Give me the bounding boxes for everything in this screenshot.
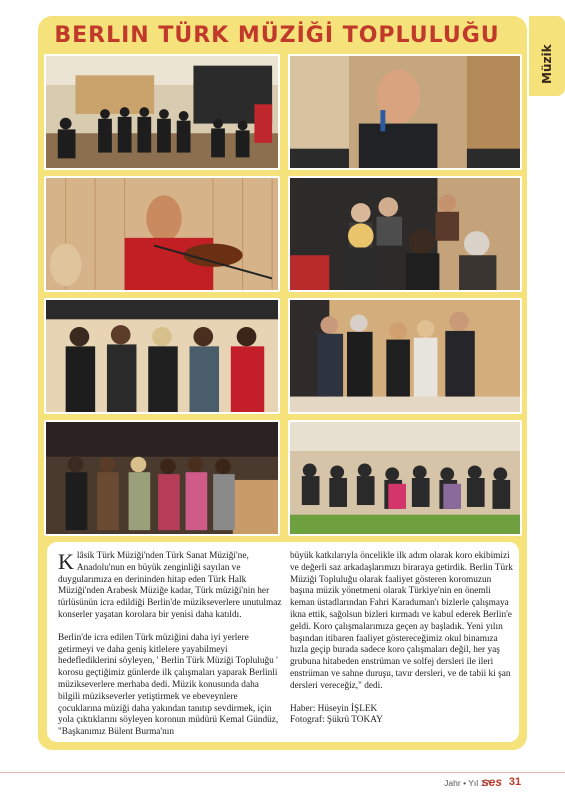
article-column-left	[58, 551, 282, 750]
footer-issue-info: Jahr • Yıl 17	[444, 778, 490, 788]
credit-photographer: Fotograf: Şükrü TOKAY	[290, 715, 383, 726]
page-number: 31	[508, 776, 522, 788]
photo-audience-seated	[288, 420, 522, 536]
footer-divider	[0, 772, 565, 773]
drop-cap: K	[58, 549, 74, 574]
article-title: BERLIN TÜRK MÜZİĞİ TOPLULUĞU	[54, 23, 500, 48]
article-paragraph-1	[58, 551, 282, 622]
article-credits	[290, 704, 514, 728]
article-paragraph-2: Berlin'de icra edilen Türk müziğini daha iyi yerlere getirmeyi ve daha geniş kitlelere yayabilmeyi hedeflediklerini söyleyen, ' Berlin Türk Müziği Topluluğu ' korosu geçtiğimiz günlerde ilk çalışmaları yaparak Berlinli müzikseverlere merhaba dedi. Müzik konusunda daha bilgili müzikseverler yetiştirmek ve ebeveynlere çocuklarına müziği daha yakından tanıtıp sevdirmek, için yola çıktıklarını söyleyen koronun müdürü Kemal Gündüz, "Başkanımız Bülent Burma'nın	[58, 632, 279, 738]
photo-speaker-microphone	[288, 54, 522, 170]
magazine-logo: ses	[482, 775, 503, 789]
article-paragraph-3: büyük katkılarıyla öncelikle ilk adım olarak koro ekibimizi ve değerli saz arkadaşlarımızı biraraya getirdik. Berlin Türk Müziği Topluluğu olarak faaliyet gösteren koromuzun başına müzik yönetmeni olarak Türkiye'nin en önemli keman üstadlarından Fahri Karaduman'ı bizlerle çalışmaya ikna ettik, sağolsun bizleri kırmadı ve kabul ederek Berlin'e geldi. Koro çalışmalarımıza geçen ay başladık. Yeni yılın başından itibaren faaliyet göstereceğimiz okul binamıza hızla geçip burada sadece koro çalışmaları değil, her yaş grubuna hitabeden enstrüman ve solfej dersleri ile ileri enstrüman ve sahne duruşu, tavır dersleri, ve de tabii ki şan dersleri vereceğiz," dedi.	[290, 551, 513, 691]
photo-group-men-women-standing	[288, 298, 522, 414]
photo-violinist-red-jacket	[44, 176, 280, 292]
section-label: Müzik	[540, 44, 554, 84]
photo-women-group-hall	[44, 420, 280, 536]
article-column-right	[290, 551, 514, 727]
photo-orchestra-stage	[44, 54, 280, 170]
credit-reporter: Haber: Hüseyin İŞLEK	[290, 703, 378, 714]
photo-group-three-women	[288, 176, 522, 292]
photo-choir-women-group	[44, 298, 280, 414]
paragraph-1-text: lâsik Türk Müziği'nden Türk Sanat Müziği'ne, Anadolu'nun en büyük zenginliği sayılan ve duygularımıza en derininden hitap eden Türk Halk Müziği'nden Arabesk Müziğe kadar, Türk müziği'nin her türlüsünün icra edildiği Berlin'de müzikseverlere unutulmaz konserler yaşatan korolara bir yenisi daha katıldı.	[58, 551, 282, 620]
